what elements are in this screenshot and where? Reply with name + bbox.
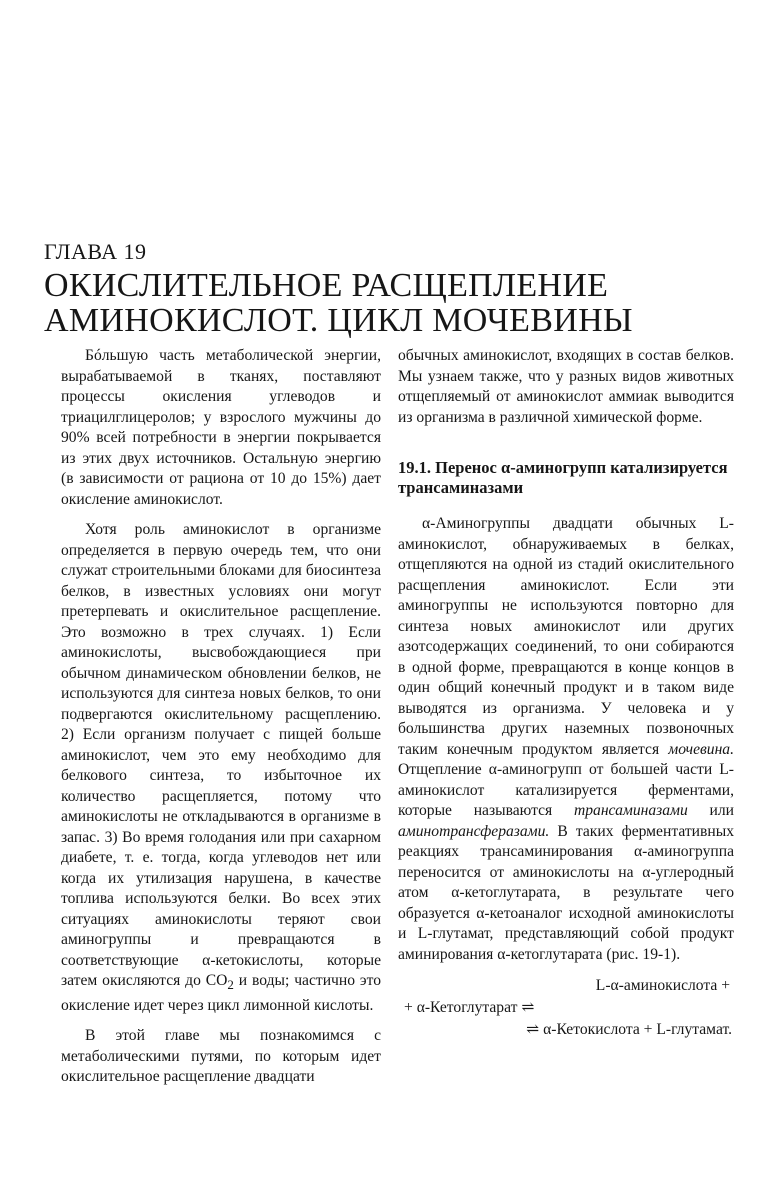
left-column [61,346,381,1088]
co2-subscript: 2 [227,977,234,993]
equation-line-1: L-α-аминокислота + [595,977,730,994]
term-aminotransferases: аминотрансферазами. [398,822,550,840]
left-paragraph-3: В этой главе мы познакомимся с метаболическими путями, по которым идет окислительное расщепление двадцати [61,1027,381,1086]
term-urea: мочевина. [668,740,734,758]
chapter-title [44,268,744,338]
chapter-label: ГЛАВА 19 [44,239,147,264]
left-paragraph-2 [61,520,381,1016]
right-paragraph-2-text-c: или [687,802,734,819]
right-paragraph-2 [398,514,734,965]
left-paragraph-1: Бóльшую часть метаболической энергии, вырабатываемой в тканях, поставляют процессы окисления углеводов и триацилглицеролов; у взрослого мужчины до 90% всей потребности в энергии покрывается из этих двух источников. Остальную энергию (в зависимости от рациона от 10 до 15%) дает окисление аминокислот. [61,347,381,508]
right-paragraph-1: обычных аминокислот, входящих в состав белков. Мы узнаем также, что у разных видов животных отщепляемый от аминокислот аммиак выводится из организма в различной химической форме. [398,347,734,426]
transamination-equation [398,975,734,1041]
section-heading: 19.1. Перенос α-аминогрупп катализируется трансаминазами [398,458,728,497]
left-paragraph-2-text-b: и воды; частично это окисление идет через цикл лимонной кислоты. [61,972,381,1014]
chapter-title-line-2: АМИНОКИСЛОТ. ЦИКЛ МОЧЕВИНЫ [44,302,633,339]
right-paragraph-2-text-b: Отщепление α-аминогрупп от большей части L-аминокислот катализируется ферментами, которые называются [398,761,734,819]
right-paragraph-2-text-d: В таких ферментативных реакциях трансаминирования α-аминогруппа переносится от аминокислоты на α-углеродный атом α-кетоглутарата, в результате чего образуется α-кетоаналог исходной аминокислоты и L-глутамат, представляющий собой продукт аминирования α-кетоглутарата (рис. 19-1). [398,822,734,963]
left-paragraph-2-text-a: Хотя роль аминокислот в организме определяется в первую очередь тем, что они служат строительными блоками для биосинтеза белков, в известных условиях они могут претерпевать и окислительное расщепление. Это возможно в трех случаях. 1) Если аминокислоты, высвобождающиеся при обычном динамическом обновлении белков, не используются для синтеза новых белков, то они подвергаются окислительному расщеплению. 2) Если организм получает с пищей больше аминокислот, чем это ему необходимо для белкового синтеза, то избыточное их количество расщепляется, потому что аминокислоты не откладываются в организме в запас. 3) Во время голодания или при сахарном диабете, т. е. тогда, когда углеводов нет или когда их утилизация нарушена, в качестве топлива используются белки. Во всех этих ситуациях аминокислоты теряют свои аминогруппы и превращаются в соответствующие α-кетокислоты, которые затем окисляются до CO [61,521,381,989]
equation-line-3: ⇌ α-Кетокислота + L-глутамат. [526,1021,732,1038]
chapter-title-line-1: ОКИСЛИТЕЛЬНОЕ РАСЩЕПЛЕНИЕ [44,267,609,304]
right-paragraph-2-text-a: α-Аминогруппы двадцати обычных L-аминокислот, обнаруживаемых в белках, отщепляются на одной из стадий окислительного расщепления аминокислот. Если эти аминогруппы не используются повторно для синтеза новых аминокислот или других азотсодержащих соединений, то они собираются в одной форме, превращаются в конце концов в один общий конечный продукт и в таком виде выводятся из организма. У человека и у большинства других наземных позвоночных таким конечным продуктом является [398,515,734,758]
term-transaminases: трансаминазами [573,802,688,819]
right-column [398,346,734,1041]
equation-line-2: + α-Кетоглутарат ⇌ [404,999,535,1016]
